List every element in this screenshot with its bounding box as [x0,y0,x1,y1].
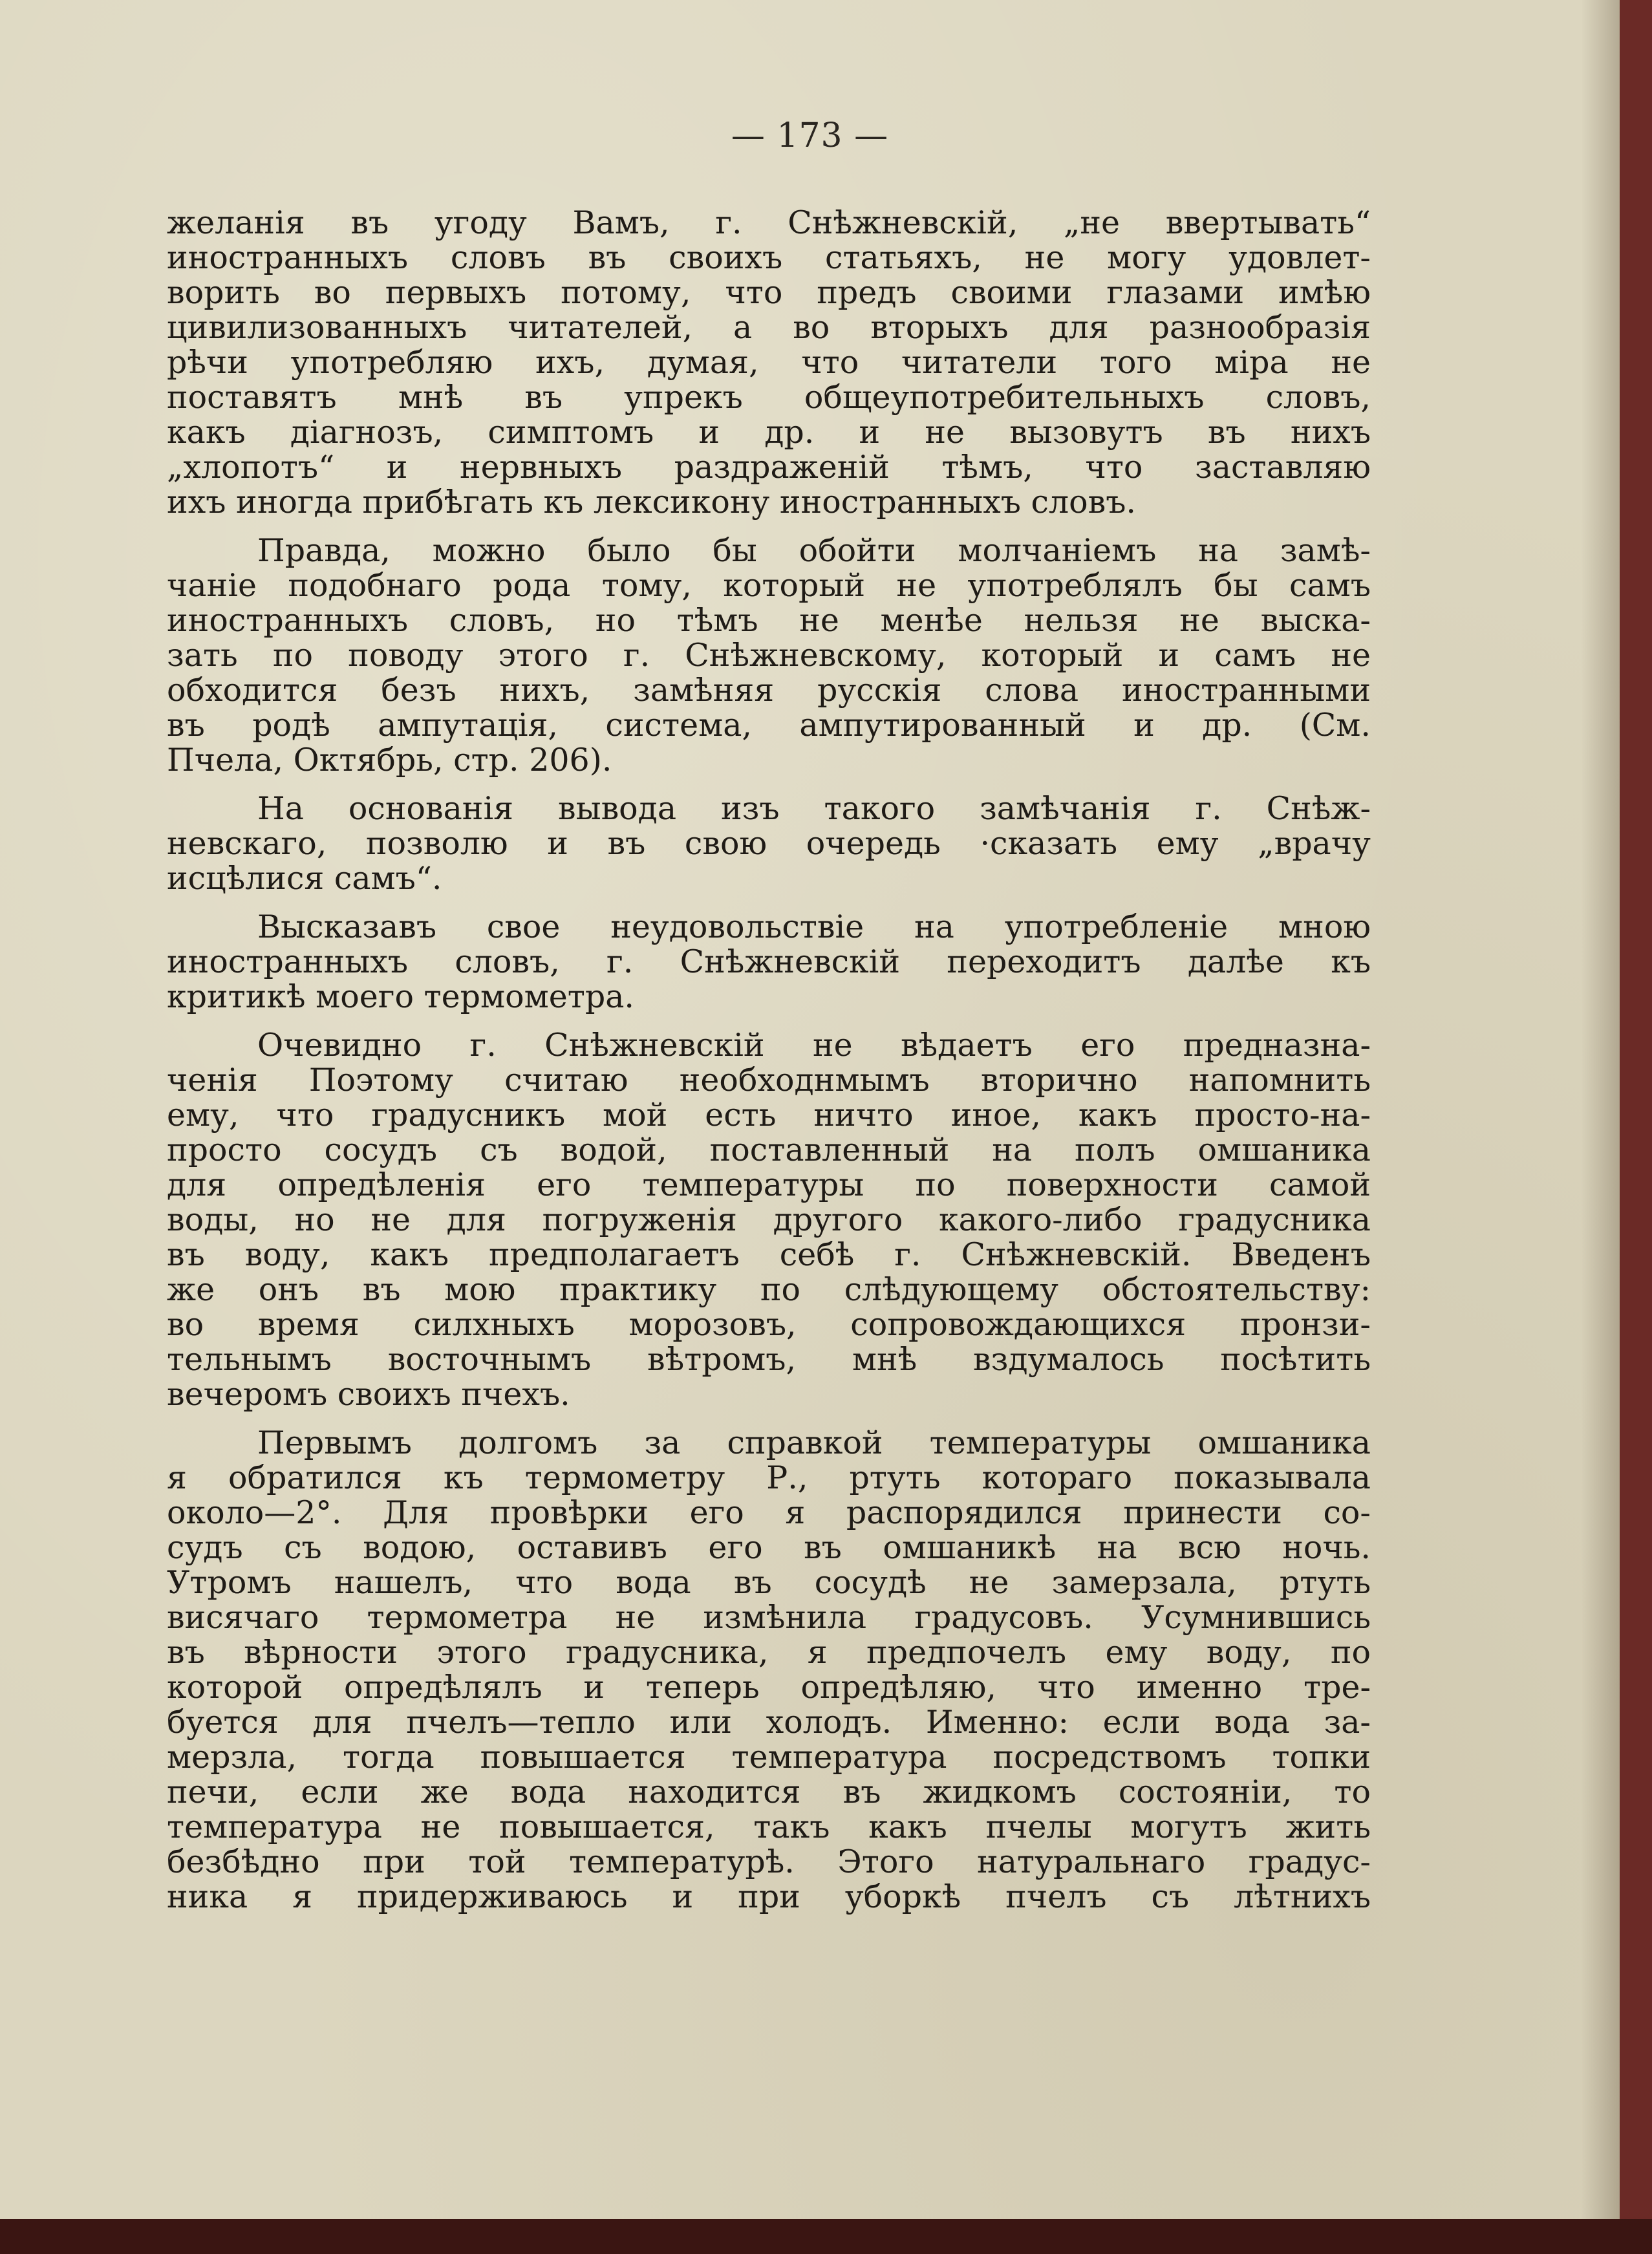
text-line: Правда, можно было бы обойти молчаніемъ на замѣ- [257,532,1371,569]
text-line: въ воду, какъ предполагаетъ себѣ г. Снѣжневскій. Введенъ [167,1236,1371,1273]
text-line: рѣчи употребляю ихъ, думая, что читатели того міра не [167,344,1371,381]
text-line: во время силхныхъ морозовъ, сопровождающихся пронзи- [167,1306,1371,1343]
text-line: иностранныхъ словъ, но тѣмъ не менѣе нельзя не выска- [167,602,1371,639]
text-line: зать по поводу этого г. Снѣжневскому, который и самъ не [167,637,1371,674]
text-line: иностранныхъ словъ въ своихъ статьяхъ, не могу удовлет- [167,239,1371,276]
text-line: висячаго термометра не измѣнила градусовъ. Усумнившись [167,1599,1371,1636]
text-line: вечеромъ своихъ пчехъ. [167,1376,570,1413]
text-line: иностранныхъ словъ, г. Снѣжневскій переходитъ далѣе къ [167,943,1371,980]
text-line: ворить во первыхъ потому, что предъ своими глазами имѣю [167,274,1371,311]
text-line: Первымъ долгомъ за справкой температуры омшаника [257,1424,1371,1461]
page-number: — 173 — [731,116,889,155]
text-line: Очевидно г. Снѣжневскій не вѣдаетъ его предназна- [257,1027,1371,1064]
text-line: желанія въ угоду Вамъ, г. Снѣжневскій, „не ввертывать“ [167,204,1371,241]
paragraph-4 [167,910,1371,1014]
paragraph-5 [167,1028,1371,1412]
text-line: въ вѣрности этого градусника, я предпочелъ ему воду, по [167,1634,1371,1671]
text-line: Высказавъ свое неудовольствіе на употребленіе мною [257,908,1371,945]
text-line: ченія Поэтому считаю необходнмымъ вторично напомнить [167,1062,1371,1099]
text-line: критикѣ моего термометра. [167,978,634,1015]
text-line: судъ съ водою, оставивъ его въ омшаникѣ на всю ночь. [167,1529,1371,1566]
text-line: тельнымъ восточнымъ вѣтромъ, мнѣ вздумалось посѣтить [167,1341,1371,1378]
text-line: печи, если же вода находится въ жидкомъ состояніи, то [167,1774,1371,1810]
text-line: безбѣдно при той температурѣ. Этого натуральнаго градус- [167,1843,1371,1880]
text-line: воды, но не для погруженія другого какого-либо градусника [167,1201,1371,1238]
text-line: Утромъ нашелъ, что вода въ сосудѣ не замерзала, ртуть [167,1564,1371,1601]
text-line: обходится безъ нихъ, замѣняя русскія слова иностранными [167,672,1371,709]
text-line: въ родѣ ампутація, система, ампутированный и др. (См. [167,707,1371,744]
text-line: невскаго, позволю и въ свою очередь ·сказать ему „врачу [167,825,1371,862]
text-line: которой опредѣлялъ и теперь опредѣляю, что именно тре- [167,1669,1371,1706]
text-line: для опредѣленія его температуры по поверхности самой [167,1166,1371,1203]
text-line: Пчела, Октябрь, стр. 206). [167,742,612,778]
text-line: же онъ въ мою практику по слѣдующему обстоятельству: [167,1271,1371,1308]
paragraph-2 [167,533,1371,778]
text-line: исцѣлися самъ“. [167,860,442,897]
text-line: ему, что градусникъ мой есть ничто иное, какъ просто-на- [167,1097,1371,1133]
text-line: мерзла, тогда повышается температура посредствомъ топки [167,1739,1371,1776]
text-line: температура не повышается, такъ какъ пчелы могутъ жить [167,1809,1371,1845]
scan-border [0,2219,1652,2254]
text-line: „хлопотъ“ и нервныхъ раздраженій тѣмъ, что заставляю [167,449,1371,486]
text-line: какъ діагнозъ, симптомъ и др. и не вызовутъ въ нихъ [167,414,1371,451]
body-text [167,206,1371,1928]
text-line: я обратился къ термометру Р., ртуть котораго показывала [167,1459,1371,1496]
text-line: ника я придерживаюсь и при уборкѣ пчелъ съ лѣтнихъ [167,1878,1371,1915]
text-line: просто сосудъ съ водой, поставленный на полъ омшаника [167,1132,1371,1168]
text-line: около—2°. Для провѣрки его я распорядился принести со- [167,1494,1371,1531]
paragraph-6 [167,1426,1371,1915]
text-line: ихъ иногда прибѣгать къ лексикону иностранныхъ словъ. [167,484,1136,521]
text-line: буется для пчелъ—тепло или холодъ. Именно: если вода за- [167,1704,1371,1741]
paragraph-1 [167,206,1371,520]
spine-shadow [1581,0,1620,2219]
text-line: поставятъ мнѣ въ упрекъ общеупотребительныхъ словъ, [167,379,1371,416]
paragraph-3 [167,791,1371,896]
text-line: чаніе подобнаго рода тому, который не употреблялъ бы самъ [167,567,1371,604]
text-line: На основанія вывода изъ такого замѣчанія г. Снѣж- [257,790,1371,827]
text-line: цивилизованныхъ читателей, а во вторыхъ для разнообразія [167,309,1371,346]
